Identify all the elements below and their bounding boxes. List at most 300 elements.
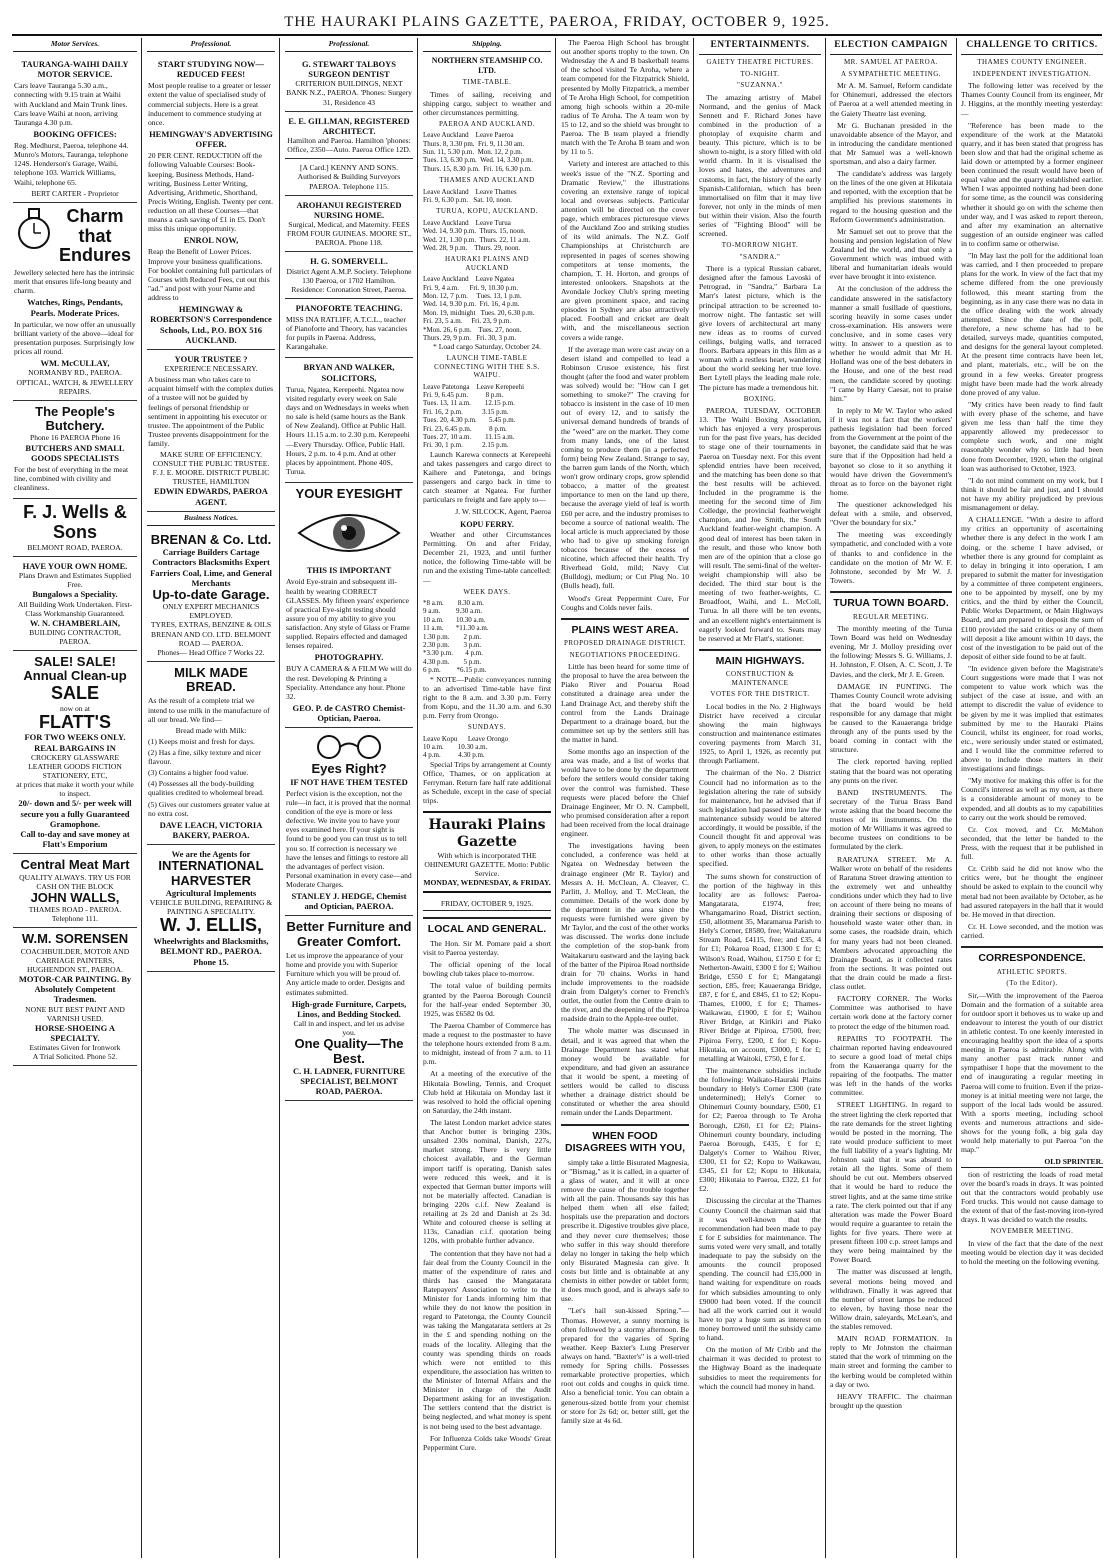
section-subtitle: VOTES FOR THE DISTRICT. <box>710 690 810 699</box>
ad-eyes-right <box>285 728 413 916</box>
paragraph: MAIN ROAD FORMATION. In reply to Mr Johnston the chairman stated that the work of trimming on the main street and forming the camber to the kerbing would be completed within a day or two. <box>830 1334 952 1389</box>
schedule-row: Wed. 28, 9 p.m. Thurs. 29, noon. <box>423 243 521 252</box>
schedule-row: Fri. 23, 6.45 p.m. 8 p.m. <box>423 424 507 433</box>
ad-address: BELMONT ROAD, PAEROA. <box>27 542 123 552</box>
ad-name: F. J. E. MOORE. DISTRICT PUBLIC TRUSTEE, HAMILTON <box>152 468 270 487</box>
ad-own-home <box>13 557 137 651</box>
column-entertainments <box>696 38 824 1558</box>
ad-title: TAURANGA-WAIHI DAILY MOTOR SERVICE. <box>21 59 129 80</box>
ad-address: Wheelwrights and Blacksmiths, BELMONT RD., PAEROA. Phone 15. <box>153 936 269 967</box>
schedule-title: HAURAKI PLAINS AND AUCKLAND <box>444 255 530 272</box>
schedule-row: Leave Auckland Leave Ngatea <box>423 275 515 284</box>
paragraph: Mr Samuel set out to prove that the housing and pension legislation of New Zealand led the world, and that only a Government which was imbued with liberal and humanitarian ideals would ever have brought it into existence. <box>830 226 952 282</box>
column-divider <box>279 38 280 1558</box>
ad-address: HEMINGWAY & ROBERTSON'S Correspondence Schools, Ltd., P.O. BOX 516 AUCKLAND. <box>150 304 272 345</box>
ad-title: Charm that Endures <box>58 205 132 266</box>
paragraph: At a meeting of the executive of the Hikutaia Bowling, Tennis, and Croquet Club held at Hikutaia on Monday last it was resolved to hold the official opening on Saturday, the 24th instant. <box>423 1069 551 1115</box>
gazette-motto: With which is incorporated THE OHINEMURI GAZETTE. Motto: Public Service. <box>424 850 550 879</box>
paragraph: PAEROA, TUESDAY, OCTOBER 13. The Waihi Boxing Association, which has enjoyed a very prosperous run for the past five years, has decided to stage one of their tournaments in Paeroa on Tuesday next. For this event splendid entries have been received, and the matching has been done so that the best results will be achieved. Included in the programme is the meeting for the second time of Jim Colledge, the provincial featherweight champion, and Joe Smith, the South Auckland feather-weight champion. A good deal of interest has been taken in the result, and those who know both men are of the opinion that a close go will result. The semi-final of the welter-weight championship will also be decided. The third star bout is the meeting of two feather-weights, C. Broadfoot, Waihi, and L. McColl, Turua. In all there will be ten events, and an excellent night's entertainment is eagerly looked forward to. Seats may be reserved at Mr Flatt's, stationer. <box>699 406 821 643</box>
ad-ellis <box>147 845 275 972</box>
ad-body: Surgical, Medical, and Maternity. FEES FROM FOUR GUINEAS. MOORE ST., PAEROA. Phone 118. <box>286 220 412 248</box>
schedule-row: Leave Auckland Leave Thames <box>423 187 517 196</box>
ad-phone: Phone 16 PAEROA Phone 16 <box>29 433 120 443</box>
schedule-row: 4 p.m. 4.30 p.m. <box>423 751 485 760</box>
section-subtitle: ATHLETIC SPORTS. <box>996 967 1068 976</box>
column-heading: Professional. <box>285 38 413 52</box>
paragraph: The amazing artistry of Mabel Normand, and the genius of Mack Sennett and F. Richard Jones have combined in the production of a photoplay of exquisite charm and beauty. This picture, which is to be shown to-night, is a story filled with old world charm. In it is visualised the loves and hates, the adventures and customs, in fact, the history of the early Spanish-Californian, which has been immortalised on film that it may live forever, not only in the minds of men but within their vision. Also the fourth series of "Fighting Blood" will be screened. <box>699 92 821 239</box>
paragraph: The matter was discussed at length, several motions being moved and withdrawn. Finally it was agreed that the number of street lamps be reduced to eleven, by having those near the Willow drain, saleyards, McLean's, and the stables removed. <box>830 1267 952 1332</box>
paragraph: Wood's Great Peppermint Cure, For Coughs and Colds never fails. <box>561 593 689 612</box>
ad-name: W. J. ELLIS, <box>159 915 262 936</box>
column-election <box>827 38 955 1558</box>
paragraph: Special Trips by arrangement at County Office, Thames, or on application at Ferryman. Return fare half rate additional as Schedule, except in the case of special trips. <box>423 759 551 806</box>
ad-title: MILK MADE BREAD. <box>174 664 248 695</box>
paragraph: The chairman of the No. 2 District Council had no information as to the legislation altering the rate of subsidy for maintenance, but he advised that if such legislation had passed into law the maintenance subsidy would be altered accordingly, it would be possible, if the Council thought fit and approval was given, to apply moneys on the estimates to other works than those actually specified. <box>699 768 821 869</box>
ad-body: QUALITY ALWAYS. TRY US FOR CASH ON THE BLOCK <box>19 872 131 891</box>
ad-subtitle: MOTOR-CAR PAINTING. By Absolutely Competent Tradesmen. <box>18 973 132 1005</box>
column-divider <box>693 38 694 1558</box>
schedule-row: Thurs. 15, 8.30 p.m. Fri. 16, 6.30 p.m. <box>423 164 532 173</box>
paragraph: Launch Karewa connects at Kerepeehi and takes passengers and cargo direct to Kaihere and Patetonga, and brings passengers and cargo back in time to catch steamer at Ngatea. For further particulars re freight and fare apply to— <box>423 449 551 505</box>
ad-title: W.M. SORENSEN <box>21 931 129 947</box>
ad-callout: Call to-day and save money at Flatt's Emporium <box>20 828 130 850</box>
schedule-title: LAUNCH TIME-TABLE CONNECTING WITH THE S.S. WAIPU. <box>434 354 540 380</box>
ad-body: MISS INA RATLIFF, A.T.C.L., teacher of Pianoforte and Theory, has vacancies for pupils in Paeroa. Address, Karangahake. <box>286 315 408 352</box>
schedule-row: Sun. 11, 5.30 p.m. Mon. 12, 2 p.m. <box>423 148 523 157</box>
ad-gillman <box>285 112 413 160</box>
ad-name: WM. McCULLAY, <box>40 358 110 369</box>
paragraph: Discussing the circular at the Thames County Council the chairman said that it was well-known that the recommendation had been made to pay £ for £ subsidies for maintenance. The sums voted were very small, and totally inadequate to pay the subsidy on the amounts the council proposed spending. The council had £35,000 in hand waiting for expenditure on roads for which subsidies amounting to only £9000 had been voted. If the council had all the work carried out it would have to pay a huge sum as interest on money borrowed until the subsidy came to hand. <box>699 1196 821 1343</box>
paragraph: The clerk reported having replied stating that the board was not operating any punts on the river. <box>830 757 952 785</box>
column-heading: Business Notices. <box>147 512 275 526</box>
section-heading: PLAINS WEST AREA. <box>561 618 689 637</box>
ad-bryan-walker <box>285 358 413 482</box>
ad-title: AROHANUI REGISTERED NURSING HOME. <box>296 199 402 220</box>
gazette-logo: Hauraki Plains Gazette <box>428 817 546 851</box>
ad-title: Better Furniture and Greater Comfort. <box>286 919 412 949</box>
film-title: "SUZANNA." <box>737 81 783 90</box>
schedule-row: Wed. 21, 1.30 p.m. Thurs. 22, 11 a.m. <box>423 235 531 244</box>
ad-wells-sons <box>13 499 137 557</box>
ad-talboys <box>285 55 413 112</box>
schedule-title: WEEK DAYS. <box>463 587 511 596</box>
ad-flatts-sale <box>13 651 137 854</box>
section-title: KOPU FERRY. <box>460 520 514 530</box>
paragraph: The monthly meeting of the Turua Town Board was held on Wednesday evening, Mr J. Molloy presiding over the following: Messrs S. G. Williams, J. H. Johnston, F. Olsen, A. C. Scott, J. Te Davies, and the clerk, Mr J. E. Green. <box>830 623 952 679</box>
ad-list: Carriage Builders Cartage Contractors Blacksmiths Expert Farriers Coal, Lime, and General Merchants <box>150 547 272 588</box>
paragraph: Cr. H. Lowe seconded, and the motion was carried. <box>961 921 1103 941</box>
section-subtitle: TO-MORROW NIGHT. <box>721 241 799 250</box>
gazette-nameplate <box>423 811 551 893</box>
gazette-days: MONDAY, WEDNESDAY, & FRIDAY. <box>423 878 551 888</box>
section-subtitle: NEGOTIATIONS PROCEEDING. <box>569 650 681 659</box>
schedule-row: 2.30 p.m. 3 p.m. <box>423 641 482 650</box>
section-subtitle: PROPOSED DRAINAGE DISTRICT. <box>563 639 687 648</box>
ad-name: EDWIN EDWARDS, PAEROA AGENT. <box>154 486 268 507</box>
schedule-row: 6 p.m. *6.15 p.m. <box>423 666 487 675</box>
section-subtitle: TO-NIGHT. <box>740 69 780 78</box>
ad-body: Cars leave Tauranga 5.30 a.m., connecting with 9.15 train at Waihi with Auckland and Main Trunk lines. Cars leave Waihi at noon, arriving Tauranga 4.30 p.m. <box>14 81 128 127</box>
ad-subtitle: We are the Agents for <box>171 849 251 860</box>
ad-hemingway <box>147 55 275 350</box>
ad-title: F. J. Wells & Sons <box>23 502 127 543</box>
paragraph: The investigations having been concluded, a conference was held at Ngatea on Wednesday between the drainage engineer (Mr R. Taylor) and Messrs A. H. McClean, A. Cleaver, C. Parlitt, J. Molloy, and T. McClean, the committee. Details of the work done by the department in the area since the requests were furnished were given by Mr Taylor, and the cost of the other works was discussed. The works done include the completion of the stop-bank from Waitakaruru eastward and the laying back of the batter of the Pipiroa Road northside drain for 70 chains. Works in hand include improvements to the roadside drain from Dalgety's corner to French's outlet, the outlet from the Centre drain to the river, and the deepening of the Pipiroa roadside drain to the Apple-tree outlet. <box>561 841 690 1024</box>
paragraph: At the conclusion of the address the candidate answered in the satisfactory manner a small fusillade of questions, scoring heavily in some cases under cross-examination. His answers were conclusive, and in some cases very witty. In answer to a question as to whether he would admit that Mr H. Holland was one of the best debaters in the House, and one of the best read men, the candidate scored by quoting: "I came by Harry Caesar, not to praise him." <box>830 284 952 403</box>
ad-body: Hamilton and Paeroa. Hamilton 'phones: Office, 2350—Auto. Paeroa Office 12D. <box>287 136 411 155</box>
ad-address: BRENAN AND CO. LTD. BELMONT ROAD — PAEROA. <box>151 629 271 648</box>
ad-body: A business man who takes care to acquaint himself with the complex duties of a trustee will not be guided by feelings of personal friendship or sentiment in appointing his executor or trustee. The appointment of the Public Trustee prevents disappointment for the family. <box>148 375 274 448</box>
section-heading: MAIN HIGHWAYS. <box>699 649 821 668</box>
ad-sorensen <box>13 928 137 1066</box>
ad-body: NONE BUT BEST PAINT AND VARNISH USED. <box>25 1004 125 1023</box>
list-item: (5) Gives our customers greater value at no extra cost. <box>148 799 270 818</box>
column-heading: CHALLENGE TO CRITICS. <box>961 38 1103 55</box>
ad-subtitle: Watches, Rings, Pendants, Pearls. Moderate Prices. <box>27 297 123 318</box>
ad-title: INTERNATIONAL HARVESTER <box>158 858 264 888</box>
ad-subtitle: HEMINGWAY'S ADVERTISING OFFER. <box>149 128 273 150</box>
section-heading: TURUA TOWN BOARD. <box>830 591 952 610</box>
highways-story <box>699 702 821 1391</box>
schedule-row: Tues. 13, 11 a.m. 12.15 p.m. <box>423 399 515 408</box>
news-paragraphs <box>561 38 689 612</box>
paragraph: The official opening of the local bowling club takes place to-morrow. <box>423 960 551 979</box>
ad-body: Call in and inspect, and let us advise you. <box>293 1018 405 1038</box>
ad-subtitle: BUTCHERS AND SMALL GOODS SPECIALISTS <box>25 442 125 463</box>
ad-subtitle: Agricultural Implements <box>165 887 257 898</box>
ad-title: BRYAN AND WALKER, SOLICITORS, <box>303 362 395 383</box>
section-subtitle: GAIETY THEATRE PICTURES. <box>706 58 814 67</box>
ad-body: District Agent A.M.P. Society. Telephone 130 Paeroa, or 1702 Hamilton. Residence: Coronation Street, Paeroa. <box>286 266 412 294</box>
paragraph: The contention that they have not had a fair deal from the County Council in the matter of the expenditure of rates and thirds has caused the Mangatarata Ratepayers' Association to write to the Minister for Lands informing him that while they do not know the position in regard to Patetonga, the County Council was taking the Mangatarata settlers at 2s in the £ and spending nothing on the roads of the locality. Alleging that the county was spending thirds on roads which were not entitled to this expenditure, the association has written to the Minister of Internal Affairs and the Minister in charge of the Audit Department asking for an investigation. The settlers contend that the district is being neglected, and what money is spent is not being used to the best advantage. <box>423 1248 551 1431</box>
ad-body: Most people realise to a greater or lesser extent the value of specialised study of commercial subjects. Here is a great inducement to commence studying at once. <box>148 81 271 127</box>
masthead-rule <box>12 34 1102 36</box>
ad-address: THAMES ROAD - PAEROA. Telephone 111. <box>28 905 122 924</box>
schedule-title: SUNDAYS. <box>467 723 507 732</box>
ad-callout: One Quality—The Best. <box>294 1036 404 1066</box>
paragraph: "Reference has been made to the expenditure of the work at the Matatoki quarry, and it has been stated that progress has been slow and that had the original scheme as laid down or attempted by a former engineer been continued the result would have been of equal value and the quarry established earlier. When I was appointed nothing had been done for some time, as the council was considering whether it should go on with the scheme then under way, and I was asked to report thereon, and after my examination an alternative suggestion of an outside engineer was called in to confirm same or otherwise. <box>961 120 1103 249</box>
column-divider <box>825 38 826 1558</box>
eye-icon <box>294 505 404 561</box>
column-challenge <box>958 38 1106 1558</box>
local-news <box>423 939 551 1452</box>
paragraph: The sums shown for construction of the portion of the highway in this locality are as follows: Paeroa-Mangatarata, £1974, free; Whangamarino Road, District section, £50, allotment 35, Maramarua Parish to Hely's Corner, £8580, free; Waitakaruru Stream Road, £4115, free; and £35, 4 for £1; Pokaroa Road, £1300 £ for £; Wilson's Road, Waihou, £1750 £ for £; Netherton-Awaiti, £300 £ for £; Waihou Bridge, £550 £ for £; Mangatangi section, £85, free; Kauaeranga Bridge, £87, £ for £, and £845, £1 to £2; Kopu-Thames, £1000, £ for £; Thames-Waikawau, £1900, £ for £; Waihou River Bridge, at Kirikiri and Piako River Bridge at Pipiroa, £7500, free; Pipiroa Ferry, £200, £ for £; Kopu-Hikutaia, on account, £3000, £ for £; metalling at Waitoki, £750, £ for £. <box>699 871 821 1063</box>
paragraph: HEAVY TRAFFIC. The chairman brought up the question <box>830 1391 952 1410</box>
paragraph: The candidate's address was largely on the lines of the one given at Hikutaia and reported, with the exception that he amplified his previous statements in regard to the housing question and the Reform Government's administration. <box>830 169 952 224</box>
paragraph: tion of restricting the loads of road metal over the board's roads in drays. It was pointed out that the contractors would probably use Ford trucks. This would not cause damage to the extent of that of the fast-moving iron-tyred drays. It was decided to watch the results. <box>961 1167 1103 1225</box>
ad-title: E. E. GILLMAN, REGISTERED ARCHITECT. <box>288 115 410 136</box>
ad-subtitle: Bread made with Milk: <box>175 725 247 735</box>
ad-body: VEHICLE BUILDING, REPAIRING & PAINTING A SPECIALITY. <box>149 898 273 917</box>
paragraph: * NOTE—Public conveyances running to an advertised Time-table have first right to the 8 a.m. and 3.30 p.m. Ferry from Kopu, and the 11.30 a.m. and 6.30 p.m. Ferry from Orongo. <box>423 674 551 721</box>
schedule-row: *3.30 p.m. 4 p.m. <box>423 649 483 658</box>
section-heading: LOCAL AND GENERAL. <box>423 917 551 936</box>
paragraph: simply take a little Bisurated Magnesia, or "Bismag," as it is called, in a quarter of a glass of water, and it will at once remove the cause of the trouble together with all the pain. Thousands say this has helped them when all else failed; hospitals use the preparation and doctors prescribe it. Digestive troubles give place, and they never cure themselves; those who suffer in this way should therefore delay no longer in taking the help which only Bisurated Magnesia can give. It costs but little and is obtainable at any chemists in either powder or tablet form; it does much good, and is always safe to use. <box>561 1157 689 1304</box>
schedule-title: TURUA, KOPU, AUCKLAND. <box>436 207 538 216</box>
paragraph: "My motive for making this offer is for the Council's interest as well as my own, as there is a considerable amount of money to be expended, and all doubts as to my capabilities to carry out the work should be removed. <box>961 776 1103 822</box>
paragraph: In reply to Mr W. Taylor who asked if it was not a fact that the workers' pathesis legislation had been forced from the Government at the point of the bayonet, the candidate said that he was sure that if the Opposition had held a bayonet so close to it so anything it would have driven the Government's throat as to force on the bayonet right home. <box>830 405 952 497</box>
paragraph: The questioner acknowledged his defeat with a smile, and observed, "Over the boundary for six." <box>830 499 952 528</box>
ad-somervell <box>285 252 413 299</box>
schedule-row: Thurs. 29, 9 p.m. Fri. 30, 3 p.m. <box>423 333 517 342</box>
ad-title: PIANOFORTE TEACHING. <box>295 302 403 313</box>
ad-phone: Phones— Head Office 7 Works 22. <box>157 647 265 657</box>
paragraph: The whole matter was discussed in detail, and it was agreed that when the Drainage Department has stated what money would be available for expenditure, and had given an assurance that it would be spent, a meeting of settlers would be called to discuss whether a drainage district should be constituted or whether the area should remain under the Lands Department. <box>561 1026 689 1118</box>
ad-body: Perfect vision is the exception, not the rule—in fact, it is proved that the normal condition of the eye is more or less defective. We invite you to have your eyes examined here. If your sight is found to be good you can trust us to tell you so. If correction is necessary we have the lenses and fittings to restore all the advantages of perfect vision. Personal examination in every case—and Moderate Charges. <box>286 788 412 889</box>
ad-peoples-butchery <box>13 401 137 499</box>
column-heading: ELECTION CAMPAIGN <box>830 38 952 55</box>
schedule-row: Thurs. 8, 3.30 pm. Fri. 9, 11.30 am. <box>423 139 525 148</box>
list-item: (4) Possesses all the body-building qualities credited to wholemeal bread. <box>148 779 264 798</box>
paragraph: Cr. Cribb said he did not know who the critics were, but he thought the engineer should be asked to explain to the council why metal had not been available by October, as he had assured ratepayers in the hall that it would be. He moved in that direction. <box>961 864 1103 919</box>
ad-name: STANLEY J. HEDGE, Chemist and Optician, PAEROA. <box>291 891 407 912</box>
ad-subtitle: EXPERIENCE NECESSARY. <box>164 364 258 374</box>
list-item: (2) Has a fine, silky texture and nicer flavour. <box>148 748 262 767</box>
schedule <box>423 735 551 760</box>
section-subtitle: INDEPENDENT INVESTIGATION. <box>972 69 1092 78</box>
schedule-title: THAMES AND AUCKLAND <box>439 176 535 185</box>
column-divider <box>417 38 418 1558</box>
ad-body: [A Card.] KENNY AND SONS. Authorised & Building Surveyors PAEROA. Telephone 115. <box>297 163 401 191</box>
paragraph: On the motion of Mr Cribb and the chairman it was decided to protest to the Highway Board as the inadequate subsidies to meet the requirements for which the council had money in hand. <box>699 1345 821 1391</box>
schedule-row: Fri. 16, 2 p.m. 3.15 p.m. <box>423 407 509 416</box>
column-shipping <box>420 38 554 1558</box>
column-divider <box>555 38 556 1558</box>
schedule-row: Tues. 20, 4.30 p.m. 5.45 p.m. <box>423 416 516 425</box>
schedule-row: Tues. 13, 6.30 p.m. Wed. 14, 3.30 p.m. <box>423 156 534 165</box>
list-item: (1) Keeps moist and fresh for days. <box>148 736 255 746</box>
ad-subtitle: HORSE-SHOEING A SPECIALTY. <box>34 1022 116 1043</box>
paragraph: "My critics have been ready to find fault with every phase of the scheme, and have given me less than half the time they apparently allowed my predecessor to complete such work, and one might reasonably wonder why so little had been done from December, 1920, when the original loan was authorised to October, 1923. <box>961 399 1103 473</box>
ad-pianoforte <box>285 299 413 359</box>
ad-body: BUY A CAMERA & A FILM We will do the rest. Developing & Printing a Speciality. Attendance any hour. Phone 32. <box>286 664 412 701</box>
paragraph: "In May last the poll for the additional loan was carried, and I then proceeded to prepare plans for the work. In view of the fact that my scheme differed from the one previously followed, this meant starting from the beginning, as in any case there was no data in the office dealing with the work already attempted. Since the date of the poll, therefore, a new scheme has had to be detailed, surveys made, quantities computed, and designs for the general layout completed. At the present time contracts have been let, and plant, materials, etc., will be on the ground in a few weeks. Greater progress might have been made had the work already done proved of any value. <box>961 251 1103 397</box>
paragraph: The meeting was exceedingly sympathetic, and concluded with a vote of thanks to and confidence in the candidate on the motion of Mr W. F. Johnstone, seconded by Mr W. J. Towers. <box>830 530 952 585</box>
paragraph: "I do not mind comment on my work, but I think it should be fair and just, and I should not have my ability prejudiced by previous mismanagement or delay. <box>961 475 1103 513</box>
ad-name: FLATT'S <box>39 711 111 732</box>
schedule-row: 10 a.m. 10.30 a.m. <box>423 742 488 751</box>
schedule-row: Fri. 30, 1 p.m. 2.15 p.m. <box>423 441 509 450</box>
ad-body: now on at <box>60 703 90 713</box>
ad-offer: 20/- down and 5/- per week will secure you a fully Guaranteed Gramophone. <box>18 798 132 829</box>
ad-title: START STUDYING NOW— REDUCED FEES! <box>157 59 265 80</box>
ad-big-text: SALE <box>50 682 99 703</box>
ad-subtitle: Up-to-date Garage. <box>152 586 270 602</box>
schedule-row: Leave Auckland Leave Paeroa <box>423 131 514 140</box>
list-item: (3) Contains a higher food value. <box>148 768 249 778</box>
ad-body: Reg. Medhurst, Paeroa, telephone 44. Munro's Motors, Tauranga, telephone 124S. Henderson's Garage, Waihi, telephone 103. Warrick Williams, Waihi, telephone 65. <box>14 141 129 187</box>
ad-title: SALE! SALE! <box>34 654 116 670</box>
section-title: NORTHERN STEAMSHIP CO. LTD. <box>431 56 543 75</box>
ad-body: All Building Work Undertaken. First-Class Workmanship Guaranteed. <box>17 599 133 618</box>
ad-callout: CONSULT THE PUBLIC TRUSTEE. <box>152 459 270 469</box>
section-heading: WHEN FOOD DISAGREES WITH YOU, <box>561 1124 689 1155</box>
schedule-row: Wed. 14, 9.30 p.m. Fri. 16, 4 p.m. <box>423 300 520 309</box>
ad-charm-jewellery <box>13 203 137 401</box>
paragraph: Weather and other Circumstances Permitting. On and after Friday, December 21, 1923, and until further notice, the following Time-table will be run and the existing Time-table cancelled:— <box>423 530 551 585</box>
ad-address: COACHBUILDER, MOTOR AND CARRIAGE PAINTERS, HUGHENDON ST., PAEROA. <box>20 946 130 974</box>
paragraph: The total value of building permits granted by the Paeroa Borough Council for the half-year ended September 30, 1925, was £6582 0s 0d. <box>423 981 551 1018</box>
ad-title: HAVE YOUR OWN HOME. <box>22 560 128 571</box>
paragraph: DAMAGE IN PUNTING. The Thames County Council wrote advising that the board would be held responsible for any damage that might be caused to the Kauaeranga bridge through any of the punts used by the board coming in contact with the structure. <box>830 681 952 755</box>
paragraph: Mr A. M. Samuel, Reform candidate for Ohinemuri, addressed the electors of Paeroa at a well attended meeting in the Gaiety Theatre last evening. <box>830 81 952 118</box>
paragraph: Cr. Cox moved, and Cr. McMahon seconded, that the letter be handed to the Press, with the request that it be published in full. <box>961 824 1103 862</box>
ad-proprietor: BERT CARTER - Proprietor <box>31 188 119 198</box>
ad-body: Turua, Ngatea, Kerepeehi. Ngatea now visited regularly every week on Sale days and on Wednesdays in weeks when no sale is held (same hours as the Bank of New Zealand). Office at Public Hall. Hours 11.15 a.m. to 2.30 p.m. Kerepeehi—Every Thursday. Office, Public Hall. Hours, 2 p.m. to 4 p.m. And at other places by appointment. Phone 40S, Turua. <box>286 384 410 476</box>
section-subtitle: MR. SAMUEL AT PAEROA. <box>843 58 939 67</box>
paragraph: REPAIRS TO FOOTPATH. The chairman reported having endeavoured to secure a good load of metal chips from the Kauaeranga quarry for the repairing of the footpaths. The matter was left in the hands of the works committee. <box>830 1033 952 1098</box>
section-subtitle: TIME-TABLE. <box>462 78 512 87</box>
ad-body: As the result of a complete trial we intend to use milk in the manufacture of all our bread. We find— <box>148 696 270 724</box>
column-heading: ENTERTAINMENTS. <box>699 38 821 55</box>
paragraph: Sir,—With the improvement of the Paeroa Domain and the formation of a suitable area for outdoor sport it behoves us to wake up and endeavour to interest the youth of our district in athletic contest. To one keenly interested in encouraging healthy sport the idea of a sports meeting in Paeroa is admirable. Along with many another past track runner and sympathiser I hope that the movement to the end of inaugurating a regular meeting in Paeroa will come to fruition. Even if the prize-money is at initial meeting were not large, the support of the local lads would be assured. With a sports meeting, including school events and numerous attractions and side-shows for the young folk, a big gala day would help materially to put Paeroa "on the map." <box>961 990 1103 1155</box>
ad-body: 20 PER CENT. REDUCTION off the following Valuable Courses: Book-keeping, Business Methods, Hand-writing, Business Letter Writing, Advertising, Arithmetic, Shorthand, Precis Writing, English. Twenty per cent. reduction on all these Courses—that means a cash saving of £1 in £5. Don't miss this unique opportunity. <box>148 151 273 234</box>
schedule <box>423 383 551 450</box>
ad-central-meat-mart <box>13 854 137 928</box>
column-professional-2 <box>282 38 416 1558</box>
paragraph: "Let's hail sun-kissed Spring."—Thomas. However, a sunny morning is often followed by a stormy afternoon. Be prepared for the vagaries of Spring weather. Keep Baxter's Lung Preserver always on hand. "Baxter's" is a well-tried remedy for Spring chills. Possesses remarkable protective properties, which root out colds and coughs in quick time. Also a beneficial tonic. You can obtain a generous-sized bottle from your chemist or store for 2s 6d; or, better still, get the family size at 4s 6d. <box>561 1306 689 1425</box>
ad-title: Central Meat Mart <box>20 857 130 873</box>
spectacles-icon <box>309 732 389 760</box>
ad-body: Jewellery selected here has the intrinsic merit that ensures life-long beauty and charm. <box>14 268 135 296</box>
ad-body: Estimates Given for Ironwork <box>29 1043 121 1053</box>
paragraph: Mr G. Buchanan presided in the unavoidable absence of the Mayor, and in introducing the candidate mentioned that Mr Samuel was a well-known sportsman, and also a dairy farmer. <box>830 120 952 167</box>
ad-ladner-furniture <box>285 916 413 1101</box>
schedule-row: 4.30 p.m. 5 p.m. <box>423 657 482 666</box>
paragraph: In view of the fact that the date of the next meeting would be election day it was decided to hold the meeting on the following evening. <box>961 1238 1103 1266</box>
ad-address: NORMANBY RD., PAEROA. OPTICAL, WATCH, & JEWELLERY REPAIRS. <box>16 368 134 396</box>
paragraph: The Paeroa Chamber of Commerce has made a request to the postmaster to have the telephone hours extended from 8 a.m. to midnight, instead of from 7 a.m. to 11 p.m. <box>423 1020 551 1067</box>
masthead-title: THE HAURAKI PLAINS GAZETTE, PAEROA, FRIDAY, OCTOBER 9, 1925. <box>284 14 830 30</box>
paragraph: A CHALLENGE. "With a desire to afford my critics an opportunity of ascertaining whether there is any defect in the work I am doing, or the scheme I have advised, or whether there is any ground for complaint as to delay in bringing it into operation, I am prepared to submit the matter for investigation by a committee of three competent engineers, one to be appointed by myself, one by my critics, and the third by either the Council, Public Works Department, or Main Highways Board, and am prepared to deposit the sum of £100 provided the said critics or any of them will deposit a like amount within 10 days, the cost of the investigation to be paid out of the deposit of either side found to be at fault. <box>961 515 1103 661</box>
schedule-row: 9 a.m. 9.30 a.m. <box>423 607 483 616</box>
ad-body: TYRES, EXTRAS, BENZINE & OILS <box>150 620 272 630</box>
ad-title: YOUR TRUSTEE ? <box>174 353 248 364</box>
ad-body: Let us improve the appearance of your home and provide you with Superior Furniture which you will be proud of. Any article made to order. Designs and estimates submitted. <box>286 951 405 997</box>
section-subtitle: NOVEMBER MEETING. <box>990 1227 1074 1236</box>
schedule-row: Leave Patetonga Leave Kerepeehi <box>423 382 525 391</box>
schedule <box>423 188 551 205</box>
ad-name: C. H. LADNER, FURNITURE SPECIALIST, BELMONT ROAD, PAEROA. <box>293 1065 405 1097</box>
town-board-story <box>830 624 952 1410</box>
ad-eyesight <box>285 483 413 728</box>
paragraph: The Paeroa High School has brought out another sports trophy to the town. On Wednesday the A and B basketball teams of the school visited Te Aroha, where a team competed for the Fitzpatrick Shield, presented by Molly Fitzpatrick, a member of Te Aroha High School, for competition among high schools within a 20-mile radius of Te Aroha. The A team won by 15 to 12, and so the shield was brought to Paeroa. The B team played a friendly match with the Te Aroha B team and won by 11 to 5. <box>561 38 689 157</box>
ad-body: In particular, we now offer an unusually brilliant variety of the above—ideal for presentation purposes. Surprisingly low prices all round. <box>14 319 136 357</box>
ad-subtitle: BOOKING OFFICES: <box>33 128 117 139</box>
challenge-story <box>961 81 1103 940</box>
schedule-row: Mon. 19, midnight Tues. 20, 6.30 p.m. <box>423 308 535 317</box>
paragraph: BAND INSTRUMENTS. The secretary of the Turua Brass Band wrote asking that the board become the trustees of its instruments. On the motion of Mr Williams it was agreed to become trustees on conditions to be formulated by the clerk. <box>830 787 952 852</box>
ad-public-trustee <box>147 350 275 512</box>
column-professional-1 <box>144 38 278 1558</box>
schedule-row: 1.30 p.m. 2 p.m. <box>423 632 482 641</box>
section-subtitle: CONSTRUCTION & MAINTENANCE <box>725 670 795 687</box>
ad-subtitle: Annual Clean-up <box>23 668 127 684</box>
schedule-row: Tues. 27, 10 a.m. 11.15 a.m. <box>423 432 515 441</box>
paragraph: RARATUNA STREET. Mr A. Walker wrote on behalf of the residents of Raratuna Street drawing attention to the extremely wet and unhealthy conditions under which they had to live on account of there being no means of draining their sections or disposing of household waste water other than, in some cases, the roadside drain, which for many years had not been cleaned. Members advocated approaching the Drainage Board, as it collected rates from the sections. It was pointed out that the drain could be made a first-class outlet. <box>830 854 952 992</box>
ad-body: Plans Drawn and Estimates Supplied Free. <box>18 571 132 590</box>
schedule-row: *8 a.m. 8.30 a.m. <box>423 599 484 608</box>
ad-subtitle: Bungalows a Speciality. <box>32 589 118 600</box>
ad-list: CROCKERY GLASSWARE LEATHER GOODS FICTION STATIONERY, ETC, <box>28 752 122 781</box>
ad-subtitle: PHOTOGRAPHY. <box>314 652 384 663</box>
agent-name: J. W. SILCOCK, Agent, Paeroa <box>455 507 551 517</box>
ad-arohanui <box>285 196 413 253</box>
ad-title: H. G. SOMERVELL. <box>310 256 388 267</box>
section-subtitle: A SYMPATHETIC MEETING. <box>841 69 941 78</box>
ad-subtitle: REAL BARGAINS IN <box>34 742 116 753</box>
schedule-row: Fri. 9, 6.30 p.m. Sat. 10, noon. <box>423 196 513 205</box>
paragraph: Local bodies in the No. 2 Highways District have received a circular showing the main highways construction and maintenance estimates covering payments from March 31, 1925, to April 1, 1926, as recently put through Parliament. <box>699 701 821 766</box>
schedule <box>423 599 551 675</box>
schedule-row: Mon. 12, 7 p.m. Tues. 13, 1 p.m. <box>423 291 522 300</box>
ad-name: DAVE LEACH, VICTORIA BAKERY, PAEROA. <box>159 819 263 840</box>
film-title: "SANDRA." <box>739 252 781 261</box>
letter-signature: OLD SPRINTER. <box>1044 1157 1103 1167</box>
ad-tauranga-motor <box>13 55 137 203</box>
paragraph: FACTORY CORNER. The Works Committee was authorised to have certain work done at the factory corner to protect the edge of the bitumen road. <box>830 994 952 1031</box>
issue-date: FRIDAY, OCTOBER 9, 1925. <box>423 899 551 911</box>
column-heading: Shipping. <box>423 38 551 52</box>
paragraph: The following letter was received by the Thames County Council from its engineer, Mr J. Higgins, at the monthly meeting yesterday:— <box>961 81 1103 118</box>
watch-icon <box>14 207 54 253</box>
paragraph: Little has been heard for some time of the proposal to have the area between the Piako River and Pouarua Road constituted a drainage area under the Land Drainage Act, and thereby shift the control from the Lands Drainage Department to a drainage board, but the committee set up by the settlers still has the matter in hand. <box>561 662 689 745</box>
paragraph: The Hon. Sir M. Pomare paid a short visit to Paeroa yesterday. <box>423 939 551 958</box>
schedule-row: Fri. 9, 4 a.m. Fri. 9, 10.30 p.m. <box>423 283 519 292</box>
ad-brenan <box>147 529 275 662</box>
schedule-row: Fri. 9, 6.45 p.m. 8 p.m. <box>423 390 504 399</box>
ad-milk-bread <box>147 662 275 845</box>
ad-kenny <box>285 159 413 195</box>
ad-subtitle: THIS IS IMPORTANT <box>306 565 392 576</box>
ad-body: ONLY EXPERT MECHANICS EMPLOYED. <box>162 602 260 621</box>
section-subtitle: (To the Editor). <box>1006 979 1058 988</box>
schedule-title: PAEROA AND AUCKLAND. <box>439 119 535 128</box>
paragraph: Some months ago an inspection of the area was made, and a list of works that would have to be done by the department before the settlers would consider taking over the control was furnished. These requests were placed before the Chief Drainage Engineer, Mr O. N. Campbell, who promised consideration after a report had been received from the local drainage engineer. <box>561 747 689 839</box>
paragraph: The latest London market advice states that Anchor butter is bringing 230s, unsalted 230s nominal, Danish, 227s, market strong. There is very little choicest available, and the German import tariff is operating. Danish sales were reduced this week, and it is expected that German butter imports will not be materially affected. Canadian is bringing 220s c.i.f. New Zealand is retailing at 2s 2d and Danish at 2s 3d. White and coloured cheese is selling at 113s, Canadian c.i.f. quotation being 120s, with probable further advance. <box>423 1117 551 1246</box>
paragraph: "In evidence given before the Magistrate's Court suggestions were made that I was not competent to value work which was the subject of the case at issue, and with an attempt to discredit the value of evidence to be given by me it was implied that estimates submitted by me to the Hauraki Plains Council, whilst its engineer, for road works, etc., were seriously under stated or estimated, and I would like the committee referred to above to include those matters in their investigations and findings. <box>961 663 1103 774</box>
schedule-row: Leave Kopu Leave Orongo <box>423 734 509 743</box>
ad-subtitle: FOR TWO WEEKS ONLY. <box>24 732 126 743</box>
section-subtitle: THAMES COUNTY ENGINEER. <box>977 58 1087 67</box>
column-motor-services <box>10 38 140 1558</box>
ad-title: YOUR EYESIGHT <box>295 485 403 501</box>
ad-title: G. STEWART TALBOYS SURGEON DENTIST <box>302 59 396 80</box>
ad-body: CRITERION BUILDINGS, NEXT BANK N.Z., PAEROA. 'Phones: Surgery 31, Residence 43 <box>286 79 412 107</box>
schedule-row: *Mon. 26, 6 p.m. Tues. 27, noon. <box>423 325 522 334</box>
schedule-row: 11 a.m. *11.30 a.m. <box>423 624 489 633</box>
paragraph: Times of sailing, receiving and shipping cargo, subject to weather and other circumstances permitting. <box>423 89 551 117</box>
election-story <box>830 81 952 585</box>
ad-title: Eyes Right? <box>311 761 387 777</box>
column-heading: Motor Services. <box>13 38 137 52</box>
food-story <box>561 1158 689 1425</box>
paragraph: STREET LIGHTING. In regard to the street lighting the clerk reported that the rate demands for the street lighting would be posted in the morning. The rate would produce sufficient to meet the full liability of a year's lighting. Mr Johnston said that it was absurd to retain all the lights. Some of them should be cut out. Members observed that it would be hard to reduce the street lights, and at the same time strike a rate. The clerk pointed out that if any alteration was made the Power Board would require a guarantee to retain the lights for five years. There were at present fifteen 100 c.p. street lamps and they were being maintained by the Power Board. <box>830 1100 952 1265</box>
ad-callout: ENROL NOW, <box>183 235 239 246</box>
section-subtitle: REGULAR MEETING. <box>852 612 930 621</box>
drainage-story <box>561 662 689 1117</box>
column-divider <box>141 38 142 1558</box>
ad-title: The People's Butchery. <box>35 403 115 434</box>
schedule-row: 10 a.m. 10.30 a.m. <box>423 615 486 624</box>
paragraph: For Influenza Colds take Woods' Great Peppermint Cure. <box>423 1433 551 1452</box>
column-divider <box>956 38 957 1558</box>
ad-subtitle: IF NOT HAVE THEM TESTED <box>290 776 408 787</box>
schedule <box>423 131 551 173</box>
schedule <box>423 275 551 342</box>
ad-address: BUILDING CONTRACTOR, PAEROA. <box>29 627 121 647</box>
schedule-row: Leave Auckland Leave Turua <box>423 218 511 227</box>
paragraph: The maintenance subsidies include the following: Waikato-Hauraki Plains boundary to Hely's Corner £300 (rate undetermined); Hely's Corner to Ohinemuri County boundary, £500, £1 for £2; Paeroa through to Te Aroha Borough, £260, £1 for £2; Plains-Ohinemuri county boundary, including Paeroa Borough, £435, £ for £; Dalgety's Corner to Waihou River, £300, £1 for £2; Kopu to Waikawau, £345, £1 for £2; Kopu to Hikutaia, £300; Hikutaia to Paeroa, £322, £1 for £2. <box>699 1065 821 1194</box>
